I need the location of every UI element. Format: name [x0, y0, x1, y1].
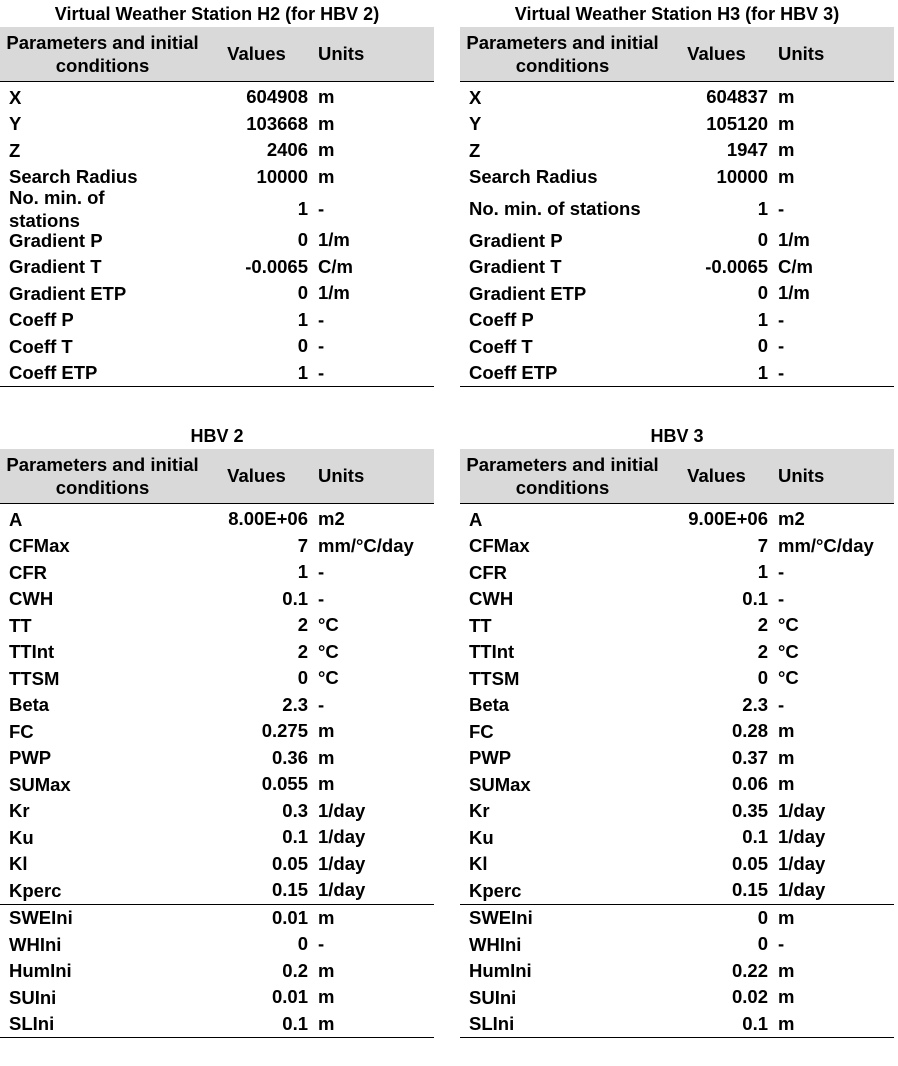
cell-unit: m — [318, 959, 335, 981]
table-row — [460, 745, 894, 772]
cell-unit: m — [318, 86, 335, 108]
table-row — [460, 824, 894, 851]
cell-param: Coeff T — [9, 335, 73, 357]
cell-value: 10000 — [716, 165, 768, 187]
cell-param: SUMax — [469, 773, 531, 795]
parameters-body — [460, 504, 894, 905]
cell-param: Z — [9, 139, 21, 161]
cell-param: TTSM — [9, 667, 60, 689]
station-h2-table — [0, 0, 434, 387]
cell-unit: C/m — [778, 255, 813, 277]
cell-value: 0.055 — [261, 773, 308, 795]
cell-param: SUIni — [469, 986, 517, 1008]
table-row — [460, 84, 894, 111]
table-row — [460, 333, 894, 360]
table-row — [0, 798, 434, 825]
cell-unit: 1/day — [778, 799, 826, 821]
cell-unit: m — [318, 720, 335, 742]
cell-value: 105120 — [706, 112, 768, 134]
cell-param: PWP — [469, 747, 512, 769]
cell-value: 0 — [297, 335, 308, 357]
table-row — [0, 111, 434, 138]
cell-unit: - — [778, 335, 785, 357]
cell-param: No. min. of stations — [9, 186, 105, 231]
table-row — [0, 533, 434, 560]
cell-value: 0.36 — [271, 746, 308, 768]
table-row — [0, 905, 434, 932]
cell-param: Z — [469, 139, 481, 161]
cell-value: 604908 — [246, 86, 308, 108]
header-units: Units — [318, 465, 365, 486]
cell-param: SLIni — [9, 1013, 55, 1035]
cell-param: Ku — [469, 826, 494, 848]
cell-param: Y — [9, 113, 22, 135]
cell-value: 0.06 — [731, 773, 768, 795]
table-body — [460, 82, 894, 387]
cell-unit: 1/m — [778, 282, 810, 304]
hbv3-table — [460, 422, 894, 1038]
cell-unit: mm/°C/day — [318, 534, 414, 556]
cell-value: 9.00E+06 — [688, 508, 768, 530]
cell-unit: m — [778, 959, 795, 981]
cell-param: SWEIni — [469, 907, 533, 929]
cell-value: 1 — [297, 308, 308, 330]
cell-unit: °C — [778, 614, 799, 636]
cell-unit: m — [778, 906, 795, 928]
cell-unit: m — [778, 112, 795, 134]
cell-value: 0 — [297, 933, 308, 955]
cell-param: SLIni — [469, 1013, 515, 1035]
cell-param: WHIni — [469, 933, 522, 955]
cell-param: HumIni — [9, 960, 72, 982]
cell-value: 0 — [297, 282, 308, 304]
header-param: Parameters and initial conditions — [6, 32, 199, 76]
cell-param: WHIni — [9, 933, 62, 955]
cell-value: 0.2 — [282, 959, 308, 981]
cell-unit: 1/day — [778, 826, 826, 848]
cell-value: 0.35 — [731, 799, 768, 821]
cell-unit: - — [778, 361, 785, 383]
cell-param: Beta — [469, 694, 510, 716]
cell-unit: m — [778, 720, 795, 742]
cell-unit: 1/day — [778, 852, 826, 874]
cell-unit: - — [318, 197, 325, 219]
table-row — [460, 227, 894, 254]
table-row — [0, 280, 434, 307]
cell-value: 2 — [757, 614, 768, 636]
cell-param: Gradient P — [9, 229, 103, 251]
cell-value: 0.05 — [271, 852, 308, 874]
cell-value: 0.15 — [271, 879, 308, 901]
cell-param: CWH — [9, 588, 54, 610]
header-param: Parameters and initial conditions — [466, 454, 659, 498]
cell-value: 0.05 — [731, 852, 768, 874]
cell-param: Kl — [9, 853, 28, 875]
cell-value: 0.28 — [731, 720, 768, 742]
cell-param: TTSM — [469, 667, 520, 689]
cell-unit: m — [778, 746, 795, 768]
cell-unit: 1/day — [318, 852, 366, 874]
header-param: Parameters and initial conditions — [6, 454, 199, 498]
cell-value: -0.0065 — [705, 255, 768, 277]
hbv2-table — [0, 422, 434, 1038]
table-row — [460, 506, 894, 533]
cell-value: 0 — [757, 335, 768, 357]
cell-param: Search Radius — [469, 166, 598, 188]
cell-unit: m — [318, 746, 335, 768]
cell-unit: - — [318, 693, 325, 715]
cell-param: X — [9, 86, 22, 108]
table-title: Virtual Weather Station H2 (for HBV 2) — [54, 4, 380, 24]
table-row — [460, 665, 894, 692]
cell-param: TTInt — [469, 641, 515, 663]
header-values: Values — [687, 43, 746, 64]
cell-param: Coeff ETP — [469, 362, 558, 384]
initial-conditions-body — [460, 905, 894, 1039]
cell-value: 0.37 — [731, 746, 768, 768]
cell-param: CWH — [469, 588, 514, 610]
cell-param: Y — [469, 113, 482, 135]
table-row — [460, 771, 894, 798]
table-row — [0, 307, 434, 334]
table-row — [0, 586, 434, 613]
cell-value: 2406 — [266, 139, 308, 161]
cell-unit: - — [778, 587, 785, 609]
cell-unit: - — [318, 933, 325, 955]
table-header — [0, 27, 434, 82]
cell-param: Gradient ETP — [9, 282, 127, 304]
cell-param: TTInt — [9, 641, 55, 663]
cell-value: 1 — [757, 361, 768, 383]
table-row — [460, 798, 894, 825]
cell-unit: m2 — [318, 508, 345, 530]
cell-value: 0 — [757, 933, 768, 955]
table-row — [460, 164, 894, 191]
cell-unit: °C — [318, 614, 339, 636]
table-row — [0, 931, 434, 958]
table-row — [460, 280, 894, 307]
initial-conditions-body — [0, 905, 434, 1039]
cell-value: 0.02 — [731, 986, 768, 1008]
cell-value: 0.1 — [742, 587, 768, 609]
table-row — [460, 254, 894, 281]
table-row — [0, 254, 434, 281]
cell-unit: 1/m — [318, 229, 350, 251]
header-param: Parameters and initial conditions — [466, 32, 659, 76]
table-row — [0, 137, 434, 164]
cell-unit: m — [318, 906, 335, 928]
cell-value: 0 — [757, 229, 768, 251]
table-row — [460, 137, 894, 164]
cell-unit: 1/m — [318, 282, 350, 304]
cell-param: SWEIni — [9, 907, 73, 929]
table-row — [0, 745, 434, 772]
cell-unit: 1/day — [778, 879, 826, 901]
cell-param: Search Radius — [9, 166, 138, 188]
cell-value: 0.01 — [271, 986, 308, 1008]
cell-param: CFR — [469, 561, 508, 583]
cell-param: Kperc — [469, 879, 522, 901]
table-row — [0, 559, 434, 586]
cell-param: Beta — [9, 694, 50, 716]
cell-unit: 1/day — [318, 879, 366, 901]
table-title: HBV 3 — [650, 426, 704, 446]
cell-param: A — [469, 508, 483, 530]
cell-unit: - — [778, 561, 785, 583]
table-row — [460, 718, 894, 745]
cell-param: Kl — [469, 853, 488, 875]
cell-unit: m — [318, 986, 335, 1008]
table-row — [460, 692, 894, 719]
cell-unit: - — [778, 308, 785, 330]
table-row — [460, 639, 894, 666]
cell-value: 1 — [297, 197, 308, 219]
table-row — [460, 111, 894, 138]
table-row — [0, 877, 434, 904]
cell-param: Coeff ETP — [9, 362, 98, 384]
cell-param: No. min. of stations — [469, 198, 641, 219]
table-row — [0, 506, 434, 533]
cell-unit: - — [318, 335, 325, 357]
cell-unit: - — [318, 361, 325, 383]
cell-value: 0.1 — [742, 1012, 768, 1034]
cell-unit: C/m — [318, 255, 353, 277]
table-header — [0, 449, 434, 504]
parameters-body — [0, 504, 434, 905]
cell-unit: 1/day — [318, 799, 366, 821]
table-header — [460, 27, 894, 82]
cell-unit: m — [778, 986, 795, 1008]
cell-value: 0.3 — [282, 799, 308, 821]
cell-unit: - — [778, 693, 785, 715]
cell-unit: m — [778, 1012, 795, 1034]
cell-value: 0.1 — [742, 826, 768, 848]
cell-value: 103668 — [246, 112, 308, 134]
cell-param: CFMax — [9, 535, 70, 557]
cell-unit: m2 — [778, 508, 805, 530]
table-row — [460, 190, 894, 227]
table-row — [0, 84, 434, 111]
cell-param: Ku — [9, 826, 34, 848]
cell-value: 7 — [757, 534, 768, 556]
cell-value: 0 — [757, 282, 768, 304]
table-row — [460, 586, 894, 613]
header-units: Units — [778, 43, 825, 64]
cell-value: 2 — [297, 614, 308, 636]
table-header — [460, 449, 894, 504]
table-row — [460, 984, 894, 1011]
cell-value: 0.15 — [731, 879, 768, 901]
cell-unit: m — [318, 1012, 335, 1034]
cell-unit: °C — [318, 640, 339, 662]
cell-value: 0.1 — [282, 1012, 308, 1034]
table-row — [0, 665, 434, 692]
cell-value: 2.3 — [282, 693, 308, 715]
cell-unit: °C — [318, 667, 339, 689]
cell-value: 1 — [297, 361, 308, 383]
cell-unit: - — [318, 587, 325, 609]
cell-value: 1 — [757, 561, 768, 583]
table-row — [0, 612, 434, 639]
table-row — [0, 771, 434, 798]
table-row — [460, 851, 894, 878]
table-body — [0, 82, 434, 387]
table-row — [0, 333, 434, 360]
station-h3-table — [460, 0, 894, 387]
cell-value: 8.00E+06 — [228, 508, 308, 530]
cell-unit: m — [778, 86, 795, 108]
cell-unit: 1/day — [318, 826, 366, 848]
cell-param: CFR — [9, 561, 48, 583]
cell-value: 0 — [297, 667, 308, 689]
table-row — [0, 718, 434, 745]
cell-value: 0.22 — [731, 959, 768, 981]
cell-value: 604837 — [706, 86, 768, 108]
cell-value: 0.1 — [282, 826, 308, 848]
table-row — [460, 360, 894, 387]
cell-param: Gradient P — [469, 229, 563, 251]
cell-param: Coeff P — [9, 309, 74, 331]
table-row — [0, 958, 434, 985]
cell-unit: m — [778, 773, 795, 795]
header-units: Units — [318, 43, 365, 64]
cell-param: TT — [469, 614, 492, 636]
cell-unit: - — [778, 197, 785, 219]
cell-value: 1947 — [726, 139, 768, 161]
cell-value: 7 — [297, 534, 308, 556]
cell-param: X — [469, 86, 482, 108]
table-row — [460, 931, 894, 958]
table-title: Virtual Weather Station H3 (for HBV 3) — [514, 4, 840, 24]
cell-param: TT — [9, 614, 32, 636]
table-row — [460, 612, 894, 639]
cell-value: 2 — [757, 640, 768, 662]
table-row — [0, 851, 434, 878]
table-row — [0, 360, 434, 387]
header-units: Units — [778, 465, 825, 486]
cell-unit: m — [318, 112, 335, 134]
cell-param: Kr — [9, 800, 30, 822]
cell-value: 0 — [757, 906, 768, 928]
cell-param: SUMax — [9, 773, 71, 795]
table-row — [460, 559, 894, 586]
cell-value: 0.01 — [271, 906, 308, 928]
cell-unit: m — [778, 165, 795, 187]
cell-value: 1 — [297, 561, 308, 583]
cell-unit: - — [318, 561, 325, 583]
cell-param: Gradient T — [469, 256, 562, 278]
cell-value: 1 — [757, 197, 768, 219]
table-row — [0, 824, 434, 851]
header-values: Values — [227, 43, 286, 64]
cell-value: 2 — [297, 640, 308, 662]
cell-unit: 1/m — [778, 229, 810, 251]
table-row — [460, 307, 894, 334]
cell-param: HumIni — [469, 960, 532, 982]
cell-value: 2.3 — [742, 693, 768, 715]
table-row — [460, 905, 894, 932]
cell-param: PWP — [9, 747, 52, 769]
cell-value: 0 — [757, 667, 768, 689]
cell-unit: °C — [778, 640, 799, 662]
cell-param: FC — [469, 720, 494, 742]
cell-param: Gradient ETP — [469, 282, 587, 304]
table-row — [460, 877, 894, 904]
cell-unit: m — [778, 139, 795, 161]
cell-value: 0.275 — [261, 720, 308, 742]
table-row — [460, 533, 894, 560]
table-row — [0, 186, 434, 231]
cell-unit: m — [318, 165, 335, 187]
cell-param: SUIni — [9, 986, 57, 1008]
cell-param: A — [9, 508, 23, 530]
cell-param: FC — [9, 720, 34, 742]
table-title: HBV 2 — [190, 426, 244, 446]
header-values: Values — [687, 465, 746, 486]
cell-unit: °C — [778, 667, 799, 689]
cell-param: Coeff T — [469, 335, 533, 357]
cell-param: Kperc — [9, 879, 62, 901]
cell-value: 1 — [757, 308, 768, 330]
cell-value: -0.0065 — [245, 255, 308, 277]
cell-unit: m — [318, 773, 335, 795]
table-row — [460, 958, 894, 985]
cell-unit: - — [318, 308, 325, 330]
cell-unit: - — [778, 933, 785, 955]
cell-param: CFMax — [469, 535, 530, 557]
cell-value: 0 — [297, 229, 308, 251]
table-row — [0, 639, 434, 666]
table-row — [0, 1011, 434, 1038]
header-values: Values — [227, 465, 286, 486]
cell-param: Kr — [469, 800, 490, 822]
cell-param: Gradient T — [9, 256, 102, 278]
table-row — [0, 692, 434, 719]
cell-value: 0.1 — [282, 587, 308, 609]
cell-value: 10000 — [256, 165, 308, 187]
table-row — [0, 984, 434, 1011]
cell-unit: m — [318, 139, 335, 161]
cell-param: Coeff P — [469, 309, 534, 331]
cell-unit: mm/°C/day — [778, 534, 874, 556]
table-row — [0, 227, 434, 254]
table-row — [460, 1011, 894, 1038]
